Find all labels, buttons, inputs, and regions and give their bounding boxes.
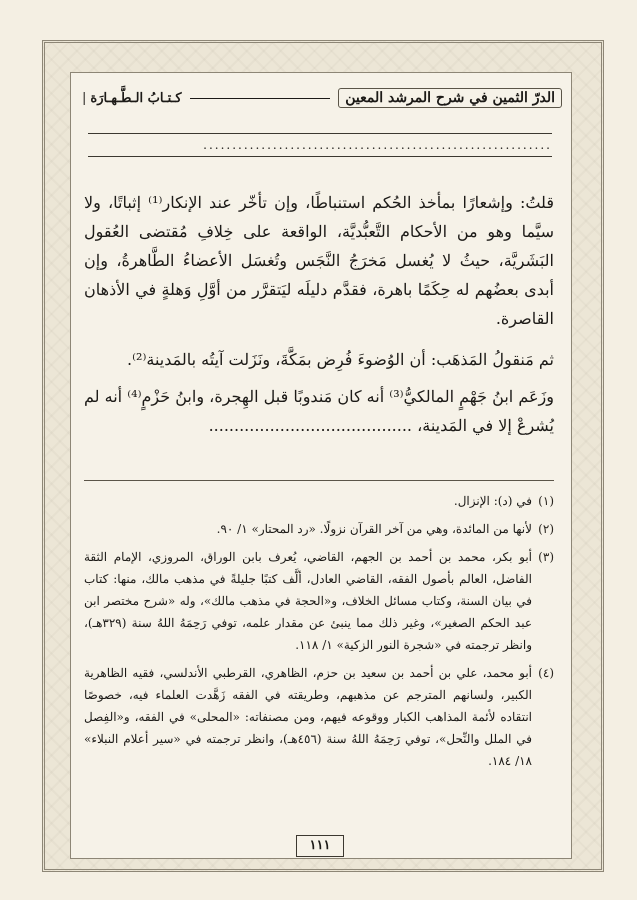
footnote-number: (٣) (538, 550, 554, 564)
main-text (84, 188, 554, 448)
footnote-number: (٢) (538, 522, 554, 536)
footnote-text: في (د): الإنزال. (453, 494, 532, 508)
footnote-separator (84, 480, 554, 481)
footnote-text: أبو محمد، علي بن أحمد بن سعيد بن حزم، الظاهري، القرطبي الأندلسي، فقيه الظاهرية الكبير، ولسانهم المترجم عن مذهبهم، وطريقته في الفقه زَهَّدت العلماء فيه، خصوصًا انتقاده لأئمة المذاهب الكبار ووقوعه فيهم، ومن مصنفاته: «المحلى» في الفقه، و«الفِصل في الملل والنِّحل»، توفي رَحِمَهُ اللهُ سنة (٤٥٦هـ)، وانظر ترجمته في «سير أعلام النبلاء» ١٨/ ١٨٤. (84, 666, 532, 768)
footnote (84, 490, 554, 512)
footnote-number: (١) (538, 494, 554, 508)
footnote (84, 546, 554, 656)
footnote-text: لأنها من المائدة، وهي من آخر القرآن نزولًا. «رد المحتار» ١/ ٩٠. (216, 522, 532, 536)
header-separator: | (82, 90, 87, 106)
paragraph: وزَعَم ابنُ جَهْمٍ المالكيُّ⁽³⁾ أنه كان مَندوبًا قبل الهِجرة، وابنُ حَزْمٍ⁽⁴⁾ أنه لم يُشرعْ إلا في المَدينة، ........................................ (84, 387, 554, 435)
header-rule (190, 98, 331, 99)
footnote-text: أبو بكر، محمد بن أحمد بن الجهم، القاضي، يُعرف بابن الوراق، المروزي، الإمام الثقة الفاضل، العالم بأصول الفقه، القاضي العادل، ألَّف كتبًا جليلةً في مذهب مالك، منها: كتاب في بيان السنة، وكتاب مسائل الخلاف، و«الحجة في مذهب مالك»، وله «شرح مختصر ابن عبد الحكم الصغير»، وغير ذلك مما ينبئ عن مقدار علمه، توفي رَحِمَهُ اللهُ سنة (٣٢٩هـ)، وانظر ترجمته في «شجرة النور الزكية» ١/ ١١٨. (84, 550, 532, 652)
footnote-number: (٤) (538, 666, 554, 680)
chapter-title: كـتـابُ الـطَّـهـارَة (90, 90, 182, 106)
paragraph: قلتُ: وإشعارًا بمأخذ الحُكم استنباطًا، وإن تأخّر عند الإنكار⁽¹⁾ إثباتًا، ولا سيَّما وهو من الأحكام التَّعبُّديَّة، الواقعة على خِلافِ مُقتضى العُقول البَشَريَّة، حيثُ لا يُغسل مَخرَجُ النَّجَس وتُغسَل الأعضاءُ الطَّاهرةُ، وإن أبدى بعضُهم له حِكَمًا باهرة، فقدَّم دليلَه ليَتقرَّر من أوَّلِ وَهلةٍ في الأذهان القاصرة. (84, 193, 555, 328)
footnote (84, 518, 554, 540)
paragraph: ثم مَنقولُ المَذهَب: أن الوُضوءَ فُرِض بمَكَّةَ، ونَزَلت آيتُه بالمَدينة⁽²⁾. (127, 350, 554, 369)
footnote (84, 662, 554, 772)
page-number: ١١١ (296, 835, 344, 857)
book-title: الدرّ الثمين في شرح المرشد المعين (338, 88, 562, 108)
running-header (78, 85, 562, 111)
continuation-dots: ............................................................ (88, 133, 552, 157)
footnotes (84, 490, 554, 778)
